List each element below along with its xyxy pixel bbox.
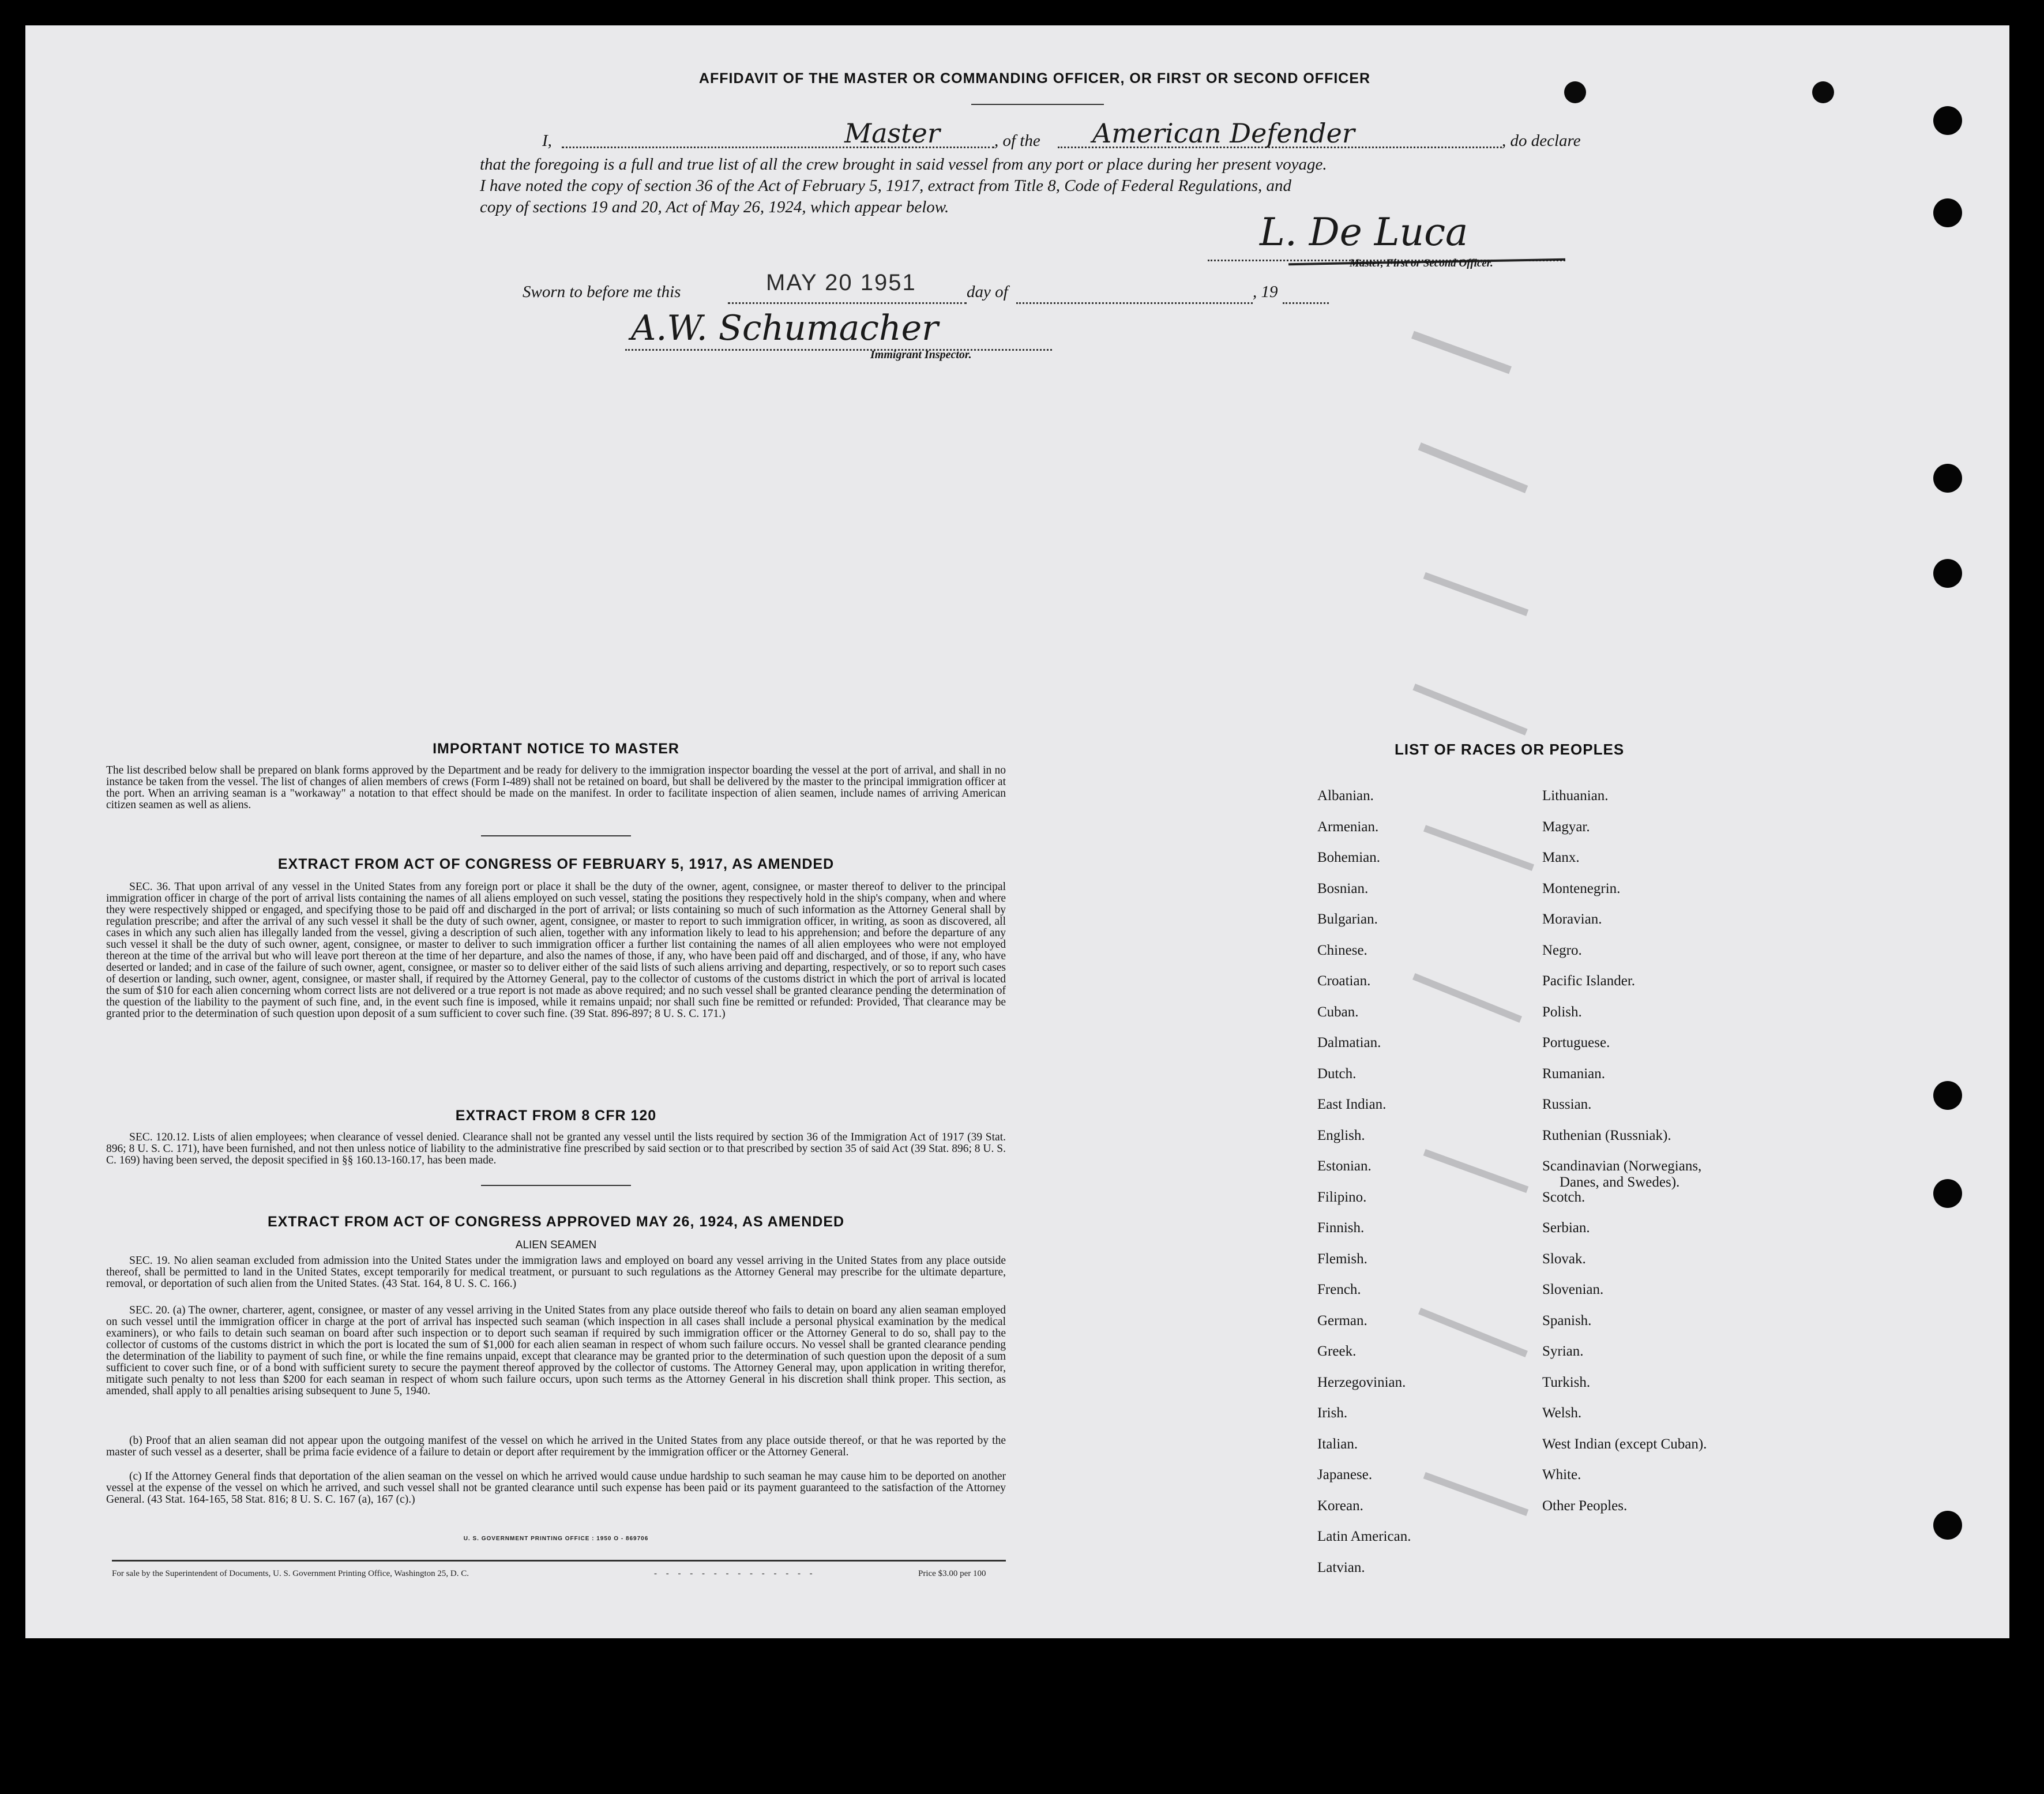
race-item: Ruthenian (Russniak). bbox=[1542, 1127, 1671, 1143]
race-item: Scotch. bbox=[1542, 1189, 1585, 1205]
race-item: Greek. bbox=[1317, 1343, 1357, 1359]
race-item: Italian. bbox=[1317, 1436, 1358, 1452]
affidavit-line-4: copy of sections 19 and 20, Act of May 26, 1924, which appear below. bbox=[480, 198, 949, 216]
sworn-label: Sworn to before me this bbox=[523, 283, 681, 301]
extract-1924-subtitle: ALIEN SEAMEN bbox=[515, 1239, 597, 1251]
extract-1917-text: SEC. 36. That upon arrival of any vessel in the United States from any foreign port or place it shall be the duty of the owner, agent, consignee, or master thereof to deliver to the principal immigration officer in charge of the port of arrival lists containing the names of all aliens employed on such vessel, stating the positions they respectively hold in the ship's company, when and where they were respectively shipped or engaged, and specifying those to be paid off and discharged in the port of arrival; or lists containing so much of such information as the Attorney General shall by regulation prescribe; and after the arrival of any such vessel it shall be the duty of such owner, agent, consignee, or master to report to such immigration officer, in writing, as soon as discovered, all cases in which any such alien has illegally landed from the vessel, giving a description of such alien, together with any information likely to lead to his apprehension; and before the departure of any such vessel it shall be the duty of such owner, agent, consignee, or master to deliver to such immigration officer a further list containing the names of all alien employees who were not employed thereon at the time of the arrival but who will leave port thereon at the time of her departure, and also the names of those, if any, who have been paid off and discharged, and of those, if any, who have deserted or landed; and in case of the failure of such owner, agent, consignee, or master so to deliver either of the said lists of such aliens arriving and departing, respectively, or so to report such cases of desertion or landing, such owner, agent, consignee, or master shall, if required by the Attorney General, pay to the collector of customs of the customs district in which the port of arrival is located the sum of $10 for each alien concerning whom correct lists are not delivered or a true report is not made as above required; and no such vessel shall be granted clearance pending the determination of the question of the liability to the payment of such fine, and, in the event such fine is imposed, while it remains unpaid; nor shall such fine be remitted or refunded: Provided, That clearance may be granted prior to the determination of such question upon deposit of a sum sufficient to cover such fine. (39 Stat. 896-897; 8 U. S. C. 171.) bbox=[106, 881, 1006, 1020]
race-item: Albanian. bbox=[1317, 788, 1374, 804]
inspector-signature: A.W. Schumacher bbox=[631, 308, 938, 348]
race-item: Croatian. bbox=[1317, 973, 1371, 989]
race-item: German. bbox=[1317, 1312, 1367, 1328]
affidavit-line-2: that the foregoing is a full and true list of all the crew brought in said vessel from any port or place during her present voyage. bbox=[480, 155, 1327, 174]
binder-hole bbox=[1933, 464, 1962, 493]
race-item: Turkish. bbox=[1542, 1374, 1591, 1390]
day-of-label: day of bbox=[967, 283, 1008, 301]
race-item: Manx. bbox=[1542, 850, 1580, 865]
race-item: Moravian. bbox=[1542, 911, 1602, 927]
extract-1924-sec20b: (b) Proof that an alien seaman did not appear upon the outgoing manifest of the vessel on which he arrived in the United States from any place outside thereof, or that he was reported by the master of such vessel as a deserter, shall be prima facie evidence of a failure to detain or deport after requirement by the immigration officer or the Attorney General. bbox=[106, 1435, 1006, 1458]
extract-1917-title: EXTRACT FROM ACT OF CONGRESS OF FEBRUARY 5, 1917, AS AMENDED bbox=[277, 856, 835, 872]
binder-hole bbox=[1933, 1511, 1962, 1540]
month-field bbox=[1016, 280, 1253, 304]
race-item: Russian. bbox=[1542, 1097, 1592, 1112]
race-item: Latvian. bbox=[1317, 1559, 1365, 1575]
race-item: Montenegrin. bbox=[1542, 880, 1621, 896]
notice-title: IMPORTANT NOTICE TO MASTER bbox=[433, 741, 679, 757]
race-item: Pacific Islander. bbox=[1542, 973, 1636, 989]
race-item: Other Peoples. bbox=[1542, 1497, 1628, 1514]
race-item: Danes, and Swedes). bbox=[1560, 1174, 1680, 1190]
printing-office-note: U. S. GOVERNMENT PRINTING OFFICE : 1950 O - 869706 bbox=[463, 1536, 649, 1542]
race-item: Lithuanian. bbox=[1542, 788, 1609, 804]
race-item: Cuban. bbox=[1317, 1004, 1359, 1020]
binder-hole bbox=[1933, 1179, 1962, 1208]
race-item: Chinese. bbox=[1317, 942, 1367, 958]
document-page: AFFIDAVIT OF THE MASTER OR COMMANDING OFFICER, OR FIRST OR SECOND OFFICER I, Master , of the American Defender , do declare that the foregoing is a full and true list of all the crew brought in said vessel from any port or place during her present voyage. I have noted the copy of section 36 of the Act of February 5, 1917, extract from Title 8, Code of Federal Regulations, and copy of sections 19 and 20, Act of May 26, 1924, which appear below. L. De Luca Master, First or Second Officer. Sworn to before me this MAY 20 1951 day of , 19 A.W. Schumacher Immigrant Inspector. IMPORTANT NOTICE TO MASTER The list described below shall be prepared on blank forms approved by the Department and be ready for delivery to the immigration inspector boarding the vessel at the port of arrival, and shall in no instance be taken from the vessel. The list of changes of alien members of crews (Form I-489) shall not be retained on board, but shall be delivered by the master to the principal immigration officer at the port. When an arriving seaman is a "workaway" a notation to that effect should be made on the manifest. In order to facilitate inspection of alien seamen, include names of arriving American citizen seamen as well as aliens. EXTRACT FROM ACT OF CONGRESS OF FEBRUARY 5, 1917, AS AMENDED SEC. 36. That upon arrival of any vessel in the United States from any foreign port or place it shall be the duty of the owner, agent, consignee, or master thereof to deliver to the principal immigration officer in charge of the port of arrival lists containing the names of all aliens employed on such vessel, stating the positions they respectively hold in the ship's company, when and where they were respectively shipped or engaged, and specifying those to be paid off and discharged in the port of arrival; or lists containing so much of such information as the Attorney General shall by regulation prescribe; and after the arrival of any such vessel it shall be the duty of such owner, agent, consignee, or master to report to such immigration officer, in writing, as soon as discovered, all cases in which any such alien has illegally landed from the vessel, giving a description of such alien, together with any information likely to lead to his apprehension; and before the departure of any such vessel it shall be the duty of such owner, agent, consignee, or master to deliver to such immigration officer a further list containing the names of all alien employees who were not employed thereon at the time of the arrival but who will leave port thereon at the time of her departure, and also the names of those, if any, who have been paid off and discharged, and of those, if any, who have deserted or landed; and in case of the failure of such owner, agent, consignee, or master so to deliver either of the said lists of such aliens arriving and departing, respectively, or so to report such cases of desertion or landing, such owner, agent, consignee, or master shall, if required by the Attorney General, pay to the collector of customs of the customs district in which the port of arrival is located the sum of $10 for each alien concerning whom correct lists are not delivered or a true report is not made as above required; and no such vessel shall be granted clearance pending the determination of the question of the liability to the payment of such fine, and, in the event such fine is imposed, while it remains unpaid; nor shall such fine be remitted or refunded: Provided, That clearance may be granted prior to the determination of such question upon deposit of a sum sufficient to cover such fine. (39 Stat. 896-897; 8 U. S. C. 171.) EXTRACT FROM 8 CFR 120 SEC. 120.12. Lists of alien employees; when clearance of vessel denied. Clearance shall not be granted any vessel until the lists required by section 36 of the Immigration Act of 1917 (39 Stat. 896; 8 U. S. C. 171), have been furnished, and not then unless notice of liability to the administrative fine prescribed by said section or to that prescribed by section 35 of said Act (39 Stat. 896; 8 U. S. C. 169) having been served, the deposit specified in §§ 160.13-160.17, has been made. EXTRACT FROM ACT OF CONGRESS APPROVED MAY 26, 1924, AS AMENDED ALIEN SEAMEN SEC. 19. No alien seaman excluded from admission into the United States under the immigration laws and employed on board any vessel arriving in the United States from any place outside thereof, shall be permitted to land in the United States, except temporarily for medical treatment, or pursuant to such regulations as the Attorney General may prescribe for the ultimate departure, removal, or deportation of such alien from the United States. (43 Stat. 164, 8 U. S. C. 166.) SEC. 20. (a) The owner, charterer, agent, consignee, or master of any vessel arriving in the United States from any place outside thereof who fails to detain on board any alien seaman employed on such vessel until the immigration officer in charge at the port of arrival has inspected such seaman (which inspection in all cases shall include a personal physical examination by the medical examiners), or who fails to detain such seaman on board after such inspection or to deport such seaman if required by such immigration officer or the Attorney General to do so, shall pay to the collector of customs of the customs district in which the port is located the sum of $1,000 for each alien seaman in respect of whom such failure occurs. No vessel shall be granted clearance pending the determination of the liability to payment of such fine, or while the fine remains unpaid, except that clearance may be granted prior to the determination of such question upon the deposit of a sum sufficient to cover such fine, or of a bond with sufficient surety to secure the payment thereof approved by the collector of customs. The Attorney General may, upon application in writing therefor, mitigate such penalty to not less than $200 for each seaman in respect of whom such failure occurs, upon such terms as the Attorney General in his discretion shall think proper. This section, as amended, shall apply to all penalties arising subsequent to June 5, 1940. (b) Proof that an alien seaman did not appear upon the outgoing manifest of the vessel on which he arrived in the United States from any place outside thereof, or that he was reported by the master of such vessel as a deserter, shall be prima facie evidence of a failure to detain or deport after requirement by the immigration officer or the Attorney General. (c) If the Attorney General finds that deportation of the alien seaman on the vessel on which he arrived would cause undue hardship to such seaman he may cause him to be deported on another vessel at the expense of the vessel on which he arrived, and such vessel shall not be granted clearance until such expense has been paid or its payment guaranteed to the satisfaction of the Attorney General. (43 Stat. 164-165, 58 Stat. 816; 8 U. S. C. 167 (a), 167 (c).) U. S. GOVERNMENT PRINTING OFFICE : 1950 O - 869706 For sale by the Superintendent of Documents, U. S. Government Printing Office, Washington 25, D. C. - - - - - - - - - - - - - - Price $3.00 per 100 LIST OF RACES OR PEOPLES Albanian. Armenian. Bohemian. Bosnian. Bulgarian. Chinese. Croatian. Cuban. Dalmatian. Dutch. East Indian. English. Estonian. Filipino. Finnish. Flemish. French. German. Greek. Herzegovinian. Irish. Italian. Japanese. Korean. Latin American. Latvian. Lithuanian. Magyar. Manx. Montenegrin. Moravian. Negro. Pacific Islander. Polish. Portuguese. Rumanian. Russian. Ruthenian (Russniak). Scandinavian (Norwegians, Danes, and Swedes). Scotch. Serbian. Slovak. Slovenian. Spanish. Syrian. Turkish. Welsh. West Indian (except Cuban). White. Other Peoples. bbox=[25, 25, 2009, 1638]
extract-1924-sec20c: (c) If the Attorney General finds that deportation of the alien seaman on the vessel on which he arrived would cause undue hardship to such seaman he may cause him to be deported on another vessel at the expense of the vessel on which he arrived, and such vessel shall not be granted clearance until such expense has been paid or its payment guaranteed to the satisfaction of the Attorney General. (43 Stat. 164-165, 58 Stat. 816; 8 U. S. C. 167 (a), 167 (c).) bbox=[106, 1470, 1006, 1506]
binder-hole bbox=[1933, 1081, 1962, 1110]
of-the-label: , of the bbox=[994, 132, 1040, 150]
race-item: English. bbox=[1317, 1127, 1365, 1143]
notice-text: The list described below shall be prepared on blank forms approved by the Department and be ready for delivery to the immigration inspector boarding the vessel at the port of arrival, and shall in no instance be taken from the vessel. The list of changes of alien members of crews (Form I-489) shall not be retained on board, but shall be delivered by the master to the principal immigration officer at the port. When an arriving seaman is a "workaway" a notation to that effect should be made on the manifest. In order to facilitate inspection of alien seamen, include names of arriving American citizen seamen as well as aliens. bbox=[106, 764, 1006, 811]
extract-cfr-title: EXTRACT FROM 8 CFR 120 bbox=[455, 1108, 657, 1124]
race-item: Polish. bbox=[1542, 1004, 1582, 1020]
race-item: Negro. bbox=[1542, 942, 1582, 958]
race-item: Spanish. bbox=[1542, 1312, 1592, 1328]
affidavit-title: AFFIDAVIT OF THE MASTER OR COMMANDING OFFICER, OR FIRST OR SECOND OFFICER bbox=[698, 70, 1371, 87]
race-item: Dutch. bbox=[1317, 1065, 1357, 1082]
race-item: Magyar. bbox=[1542, 819, 1590, 835]
race-item: Bulgarian. bbox=[1317, 911, 1378, 927]
master-signature-caption: Master, First or Second Officer. bbox=[1350, 257, 1493, 269]
race-item: Japanese. bbox=[1317, 1467, 1373, 1483]
race-item: Bohemian. bbox=[1317, 850, 1381, 865]
race-item: Scandinavian (Norwegians, bbox=[1542, 1158, 1702, 1174]
binder-hole bbox=[1933, 106, 1962, 135]
race-item: Rumanian. bbox=[1542, 1065, 1606, 1082]
race-item: Herzegovinian. bbox=[1317, 1374, 1406, 1390]
rank-handwritten: Master bbox=[844, 118, 940, 149]
race-item: Irish. bbox=[1317, 1405, 1348, 1421]
footer-price: Price $3.00 per 100 bbox=[918, 1569, 986, 1578]
year-label: , 19 bbox=[1253, 283, 1278, 301]
punch-mark bbox=[1564, 81, 1586, 103]
race-item: Welsh. bbox=[1542, 1405, 1582, 1421]
sworn-date-field bbox=[728, 270, 967, 304]
extract-cfr-text: SEC. 120.12. Lists of alien employees; when clearance of vessel denied. Clearance shall not be granted any vessel until the lists required by section 36 of the Immigration Act of 1917 (39 Stat. 896; 8 U. S. C. 171), have been furnished, and not then unless notice of liability to the administrative fine prescribed by said section or to that prescribed by section 35 of said Act (39 Stat. 896; 8 U. S. C. 169) having been served, the deposit specified in §§ 160.13-160.17, has been made. bbox=[106, 1131, 1006, 1166]
race-item: Dalmatian. bbox=[1317, 1035, 1381, 1050]
date-stamp: MAY 20 1951 bbox=[766, 270, 916, 295]
master-signature: L. De Luca bbox=[1260, 210, 1468, 254]
binder-hole bbox=[1933, 198, 1962, 227]
race-item: Korean. bbox=[1317, 1497, 1363, 1514]
footer-sale-note: For sale by the Superintendent of Documents, U. S. Government Printing Office, Washington 25, D. C. bbox=[112, 1569, 469, 1578]
binder-hole bbox=[1933, 559, 1962, 588]
affidavit-line-3: I have noted the copy of section 36 of the Act of February 5, 1917, extract from Title 8, Code of Federal Regulations, and bbox=[480, 177, 1292, 195]
race-item: Armenian. bbox=[1317, 819, 1379, 835]
race-item: Syrian. bbox=[1542, 1343, 1584, 1359]
rank-field bbox=[562, 118, 994, 149]
i-label: I, bbox=[542, 132, 552, 150]
race-item: Flemish. bbox=[1317, 1251, 1367, 1267]
race-item: West Indian (except Cuban). bbox=[1542, 1436, 1707, 1452]
race-item: Portuguese. bbox=[1542, 1035, 1610, 1050]
race-item: Bosnian. bbox=[1317, 880, 1369, 896]
extract-1924-sec20a: SEC. 20. (a) The owner, charterer, agent, consignee, or master of any vessel arriving in the United States from any place outside thereof who fails to detain on board any alien seaman employed on such vessel until the immigration officer in charge at the port of arrival has inspected such seaman (which inspection in all cases shall include a personal physical examination by the medical examiners), or who fails to detain such seaman on board after such inspection or to deport such seaman if required by such immigration officer or the Attorney General to do so, shall pay to the collector of customs of the customs district in which the port is located the sum of $1,000 for each alien seaman in respect of whom such failure occurs. No vessel shall be granted clearance pending the determination of the liability to payment of such fine, or while the fine remains unpaid, except that clearance may be granted prior to the determination of such question upon the deposit of a sum sufficient to cover such fine, or of a bond with sufficient surety to secure the payment thereof approved by the collector of customs. The Attorney General may, upon application in writing therefor, mitigate such penalty to not less than $200 for each seaman in respect of whom such failure occurs, upon such terms as the Attorney General in his discretion shall think proper. This section, as amended, shall apply to all penalties arising subsequent to June 5, 1940. bbox=[106, 1304, 1006, 1397]
race-item: White. bbox=[1542, 1467, 1581, 1483]
race-item: Serbian. bbox=[1542, 1220, 1590, 1236]
race-item: French. bbox=[1317, 1282, 1361, 1297]
vessel-field bbox=[1058, 118, 1502, 149]
year-field bbox=[1283, 280, 1329, 304]
inspector-caption: Immigrant Inspector. bbox=[870, 348, 972, 361]
race-item: East Indian. bbox=[1317, 1097, 1387, 1112]
race-item: Filipino. bbox=[1317, 1189, 1367, 1205]
extract-1924-sec19: SEC. 19. No alien seaman excluded from admission into the United States under the immigration laws and employed on board any vessel arriving in the United States from any place outside thereof, shall be permitted to land in the United States, except temporarily for medical treatment, or pursuant to such regulations as the Attorney General may prescribe for the ultimate departure, removal, or deportation of such alien from the United States. (43 Stat. 164, 8 U. S. C. 166.) bbox=[106, 1255, 1006, 1290]
race-item: Latin American. bbox=[1317, 1529, 1411, 1544]
race-item: Slovak. bbox=[1542, 1251, 1586, 1267]
declare-label: , do declare bbox=[1502, 132, 1581, 150]
race-item: Slovenian. bbox=[1542, 1282, 1604, 1297]
vessel-handwritten: American Defender bbox=[1092, 118, 1355, 149]
punch-mark bbox=[1812, 81, 1834, 103]
race-item: Finnish. bbox=[1317, 1220, 1365, 1236]
extract-1924-title: EXTRACT FROM ACT OF CONGRESS APPROVED MAY 26, 1924, AS AMENDED bbox=[267, 1214, 845, 1230]
race-item: Estonian. bbox=[1317, 1158, 1372, 1174]
races-title: LIST OF RACES OR PEOPLES bbox=[1395, 741, 1625, 758]
